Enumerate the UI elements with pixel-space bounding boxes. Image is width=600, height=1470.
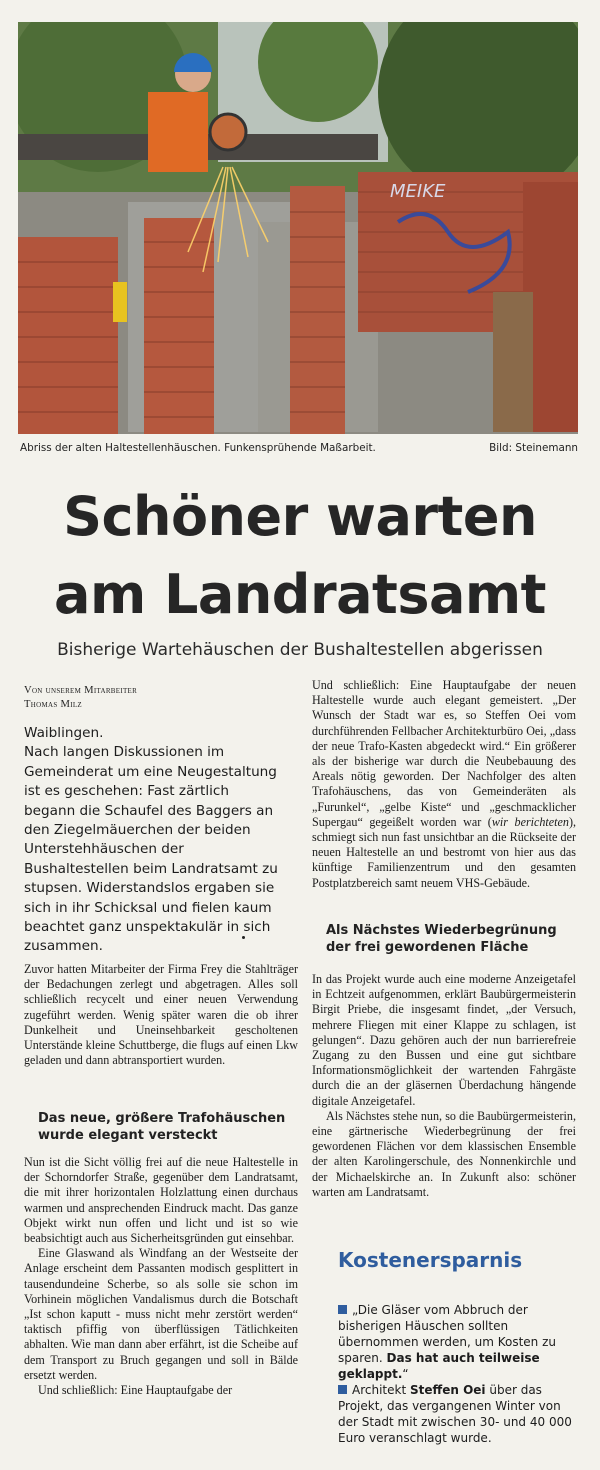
graffiti-text: MEIKE <box>390 181 446 202</box>
infobox-item2: über das Projekt, das vergangenen Winter von der Stadt mit zwischen 30- und 40 000 Euro veranschlagt wurde. <box>338 1383 572 1445</box>
body-column-right-top <box>312 678 576 891</box>
body-paragraph-5: In das Projekt wurde auch eine moderne Anzeigetafel in Echtzeit aufgenommen, erklärt Baubürgermeisterin Birgit Priebe, die insgesamt findet, „der Versuch, mehrere Fliegen mit einer Klappe zu schlagen, ist gelungen“. Dazu gehören auch der nun barrierefreie Zugang zu den Bussen und eine gut sichtbare Informationsmöglichkeit der wartenden Fahrgäste durch die an der gläsernen Überdachung hängende digitale Anzeigetafel. <box>312 972 576 1108</box>
headline-line-2: am Landratsamt <box>54 563 546 626</box>
subtitle-wiederbegruenung: Als Nächstes Wiederbegrünung der frei gewordenen Fläche <box>326 923 557 955</box>
byline-role: Von unserem Mitarbeiter <box>24 685 138 696</box>
article-photo <box>18 22 578 434</box>
dateline: Waiblingen. <box>24 725 104 741</box>
infobox-item1: „Die Gläser vom Abbruch der bisherigen Häuschen sollten übernommen werden, um Kosten zu sparen. <box>338 1303 556 1365</box>
lead-text: Nach langen Diskussionen im Gemeinderat um eine Neugestaltung ist es geschehen: Fast zärtlich begann die Schaufel des Baggers an den Ziegelmäuerchen der beiden Unterstehhäuschen der Bushaltestellen beim Landratsamt zu stupsen. Widerstandslos ergaben sie sich in ihr Schicksal und fielen kaum beachtet ganz unspektakulär in sich zusammen. <box>24 744 278 955</box>
body-paragraph-4-end: ), schmiegt sich nun fast unsichtbar an die Rückseite der neuen Haltestelle an und bestromt von hier aus das künftige Familienzentrum und den gesamten Postplatzbereich samt neuem VHS-Gebäude. <box>312 814 577 890</box>
photo-caption: Abriss der alten Haltestellenhäuschen. Funkensprühende Maßarbeit. <box>20 442 376 454</box>
infobox-item-quote <box>338 1302 578 1382</box>
body-paragraph-4 <box>312 678 576 891</box>
lead-paragraph <box>24 724 282 957</box>
infobox-text <box>338 1302 578 1446</box>
bullet-square-icon <box>338 1385 347 1394</box>
body-paragraph-6: Als Nächstes stehe nun, so die Baubürgermeisterin, eine gärtnerische Wiederbegrünung der frei gewordenen Flächen vor dem klassischen Ensemble der alten Karolingerschule, des Nonnenkirchle und der Michaelskirche an. In Zukunft also: schöner warten am Landratsamt. <box>312 1108 576 1199</box>
subtitle-trafohaeuschen: Das neue, größere Trafohäuschen wurde elegant versteckt <box>38 1111 286 1143</box>
bullet-square-icon <box>338 1305 347 1314</box>
infobox-item-architect <box>338 1382 578 1446</box>
body-paragraph-1: Zuvor hatten Mitarbeiter der Firma Frey die Stahlträger der Bedachungen zerlegt und abgetragen. Alles soll schließlich recycelt und einer neuen Verwendung zugeführt werden. Wenig später waren die ob ihrer Dunkelheit und Uneinsehbarkeit gescholtenen Unterstände kleine Schuttberge, die flugs auf einen Lkw geladen und dann abtransportiert wurden. <box>24 962 298 1068</box>
byline <box>24 684 137 712</box>
body-column-left-bottom <box>24 1155 298 1398</box>
photo-illustration <box>18 22 578 434</box>
subheadline: Bisherige Wartehäuschen der Bushaltestellen abgerissen <box>57 640 543 660</box>
headline-line-1: Schöner warten <box>63 485 537 548</box>
byline-author: Thomas Milz <box>24 699 83 710</box>
infobox-title: Kostenersparnis <box>338 1248 523 1272</box>
photo-credit: Bild: Steinemann <box>489 442 578 454</box>
infobox-item1-bold: Das hat auch teilweise geklappt. <box>338 1351 540 1381</box>
infobox-item2-bold: Steffen Oei <box>409 1383 486 1397</box>
body-paragraph-4-italic: wir berichteten <box>491 814 569 829</box>
body-column-left-top <box>24 962 298 1068</box>
decorative-dot <box>242 936 245 939</box>
infobox-item2-pre: Architekt <box>352 1383 410 1397</box>
body-paragraph-4-start: Und schließlich: Eine Hauptaufgabe der <box>38 1383 233 1398</box>
infobox-item1-end: “ <box>402 1367 409 1381</box>
body-column-right-bottom <box>312 972 576 1200</box>
body-paragraph-2: Nun ist die Sicht völlig frei auf die neue Haltestelle in der Schorndorfer Straße, gegenüber dem Landratsamt, die mit ihrer horizontalen Holzlattung einen durchaus warmen und ansprechenden Eindruck macht. Das ganze Objekt wirkt nun offen und licht und ist so wie beabsichtigt auch aus Sicherheitsgründen gut einsehbar. <box>24 1155 298 1246</box>
body-paragraph-4-text: Und schließlich: Eine Hauptaufgabe der neuen Haltestelle wurde auch elegant gemeistert. „Der Wunsch der Stadt war es, so Steffen Oei vom durchführenden Fellbacher Architekturbüro Oei, „dass der neue Trafo-Kasten abgedeckt wird.“ Ein größerer als der bisherige war durch die Neubebauung des Areals nötig geworden. Der Nachfolger des alten Trafohäuschens, das von Gemeinderäten als „Furunkel“, „gelbe Kiste“ und „geschmacklicher Supergau“ gegeißelt worden war ( <box>312 678 576 829</box>
body-paragraph-3: Eine Glaswand als Windfang an der Westseite der Anlage erscheint dem Passanten modisch gesplittert in tausendundeine Scherbe, so als solle sie schon im Vorhinein möglichen Vandalismus durch die Botschaft „Ist schon kaputt - muss nicht mehr zerstört werden“ taktisch pfiffig von überflüssigen Tätlichkeiten abhalten. Wie man dann aber erfährt, ist die Scheibe auf dem Transport zu Bruch gegangen und soll in Bälde ersetzt werden. <box>24 1246 298 1382</box>
